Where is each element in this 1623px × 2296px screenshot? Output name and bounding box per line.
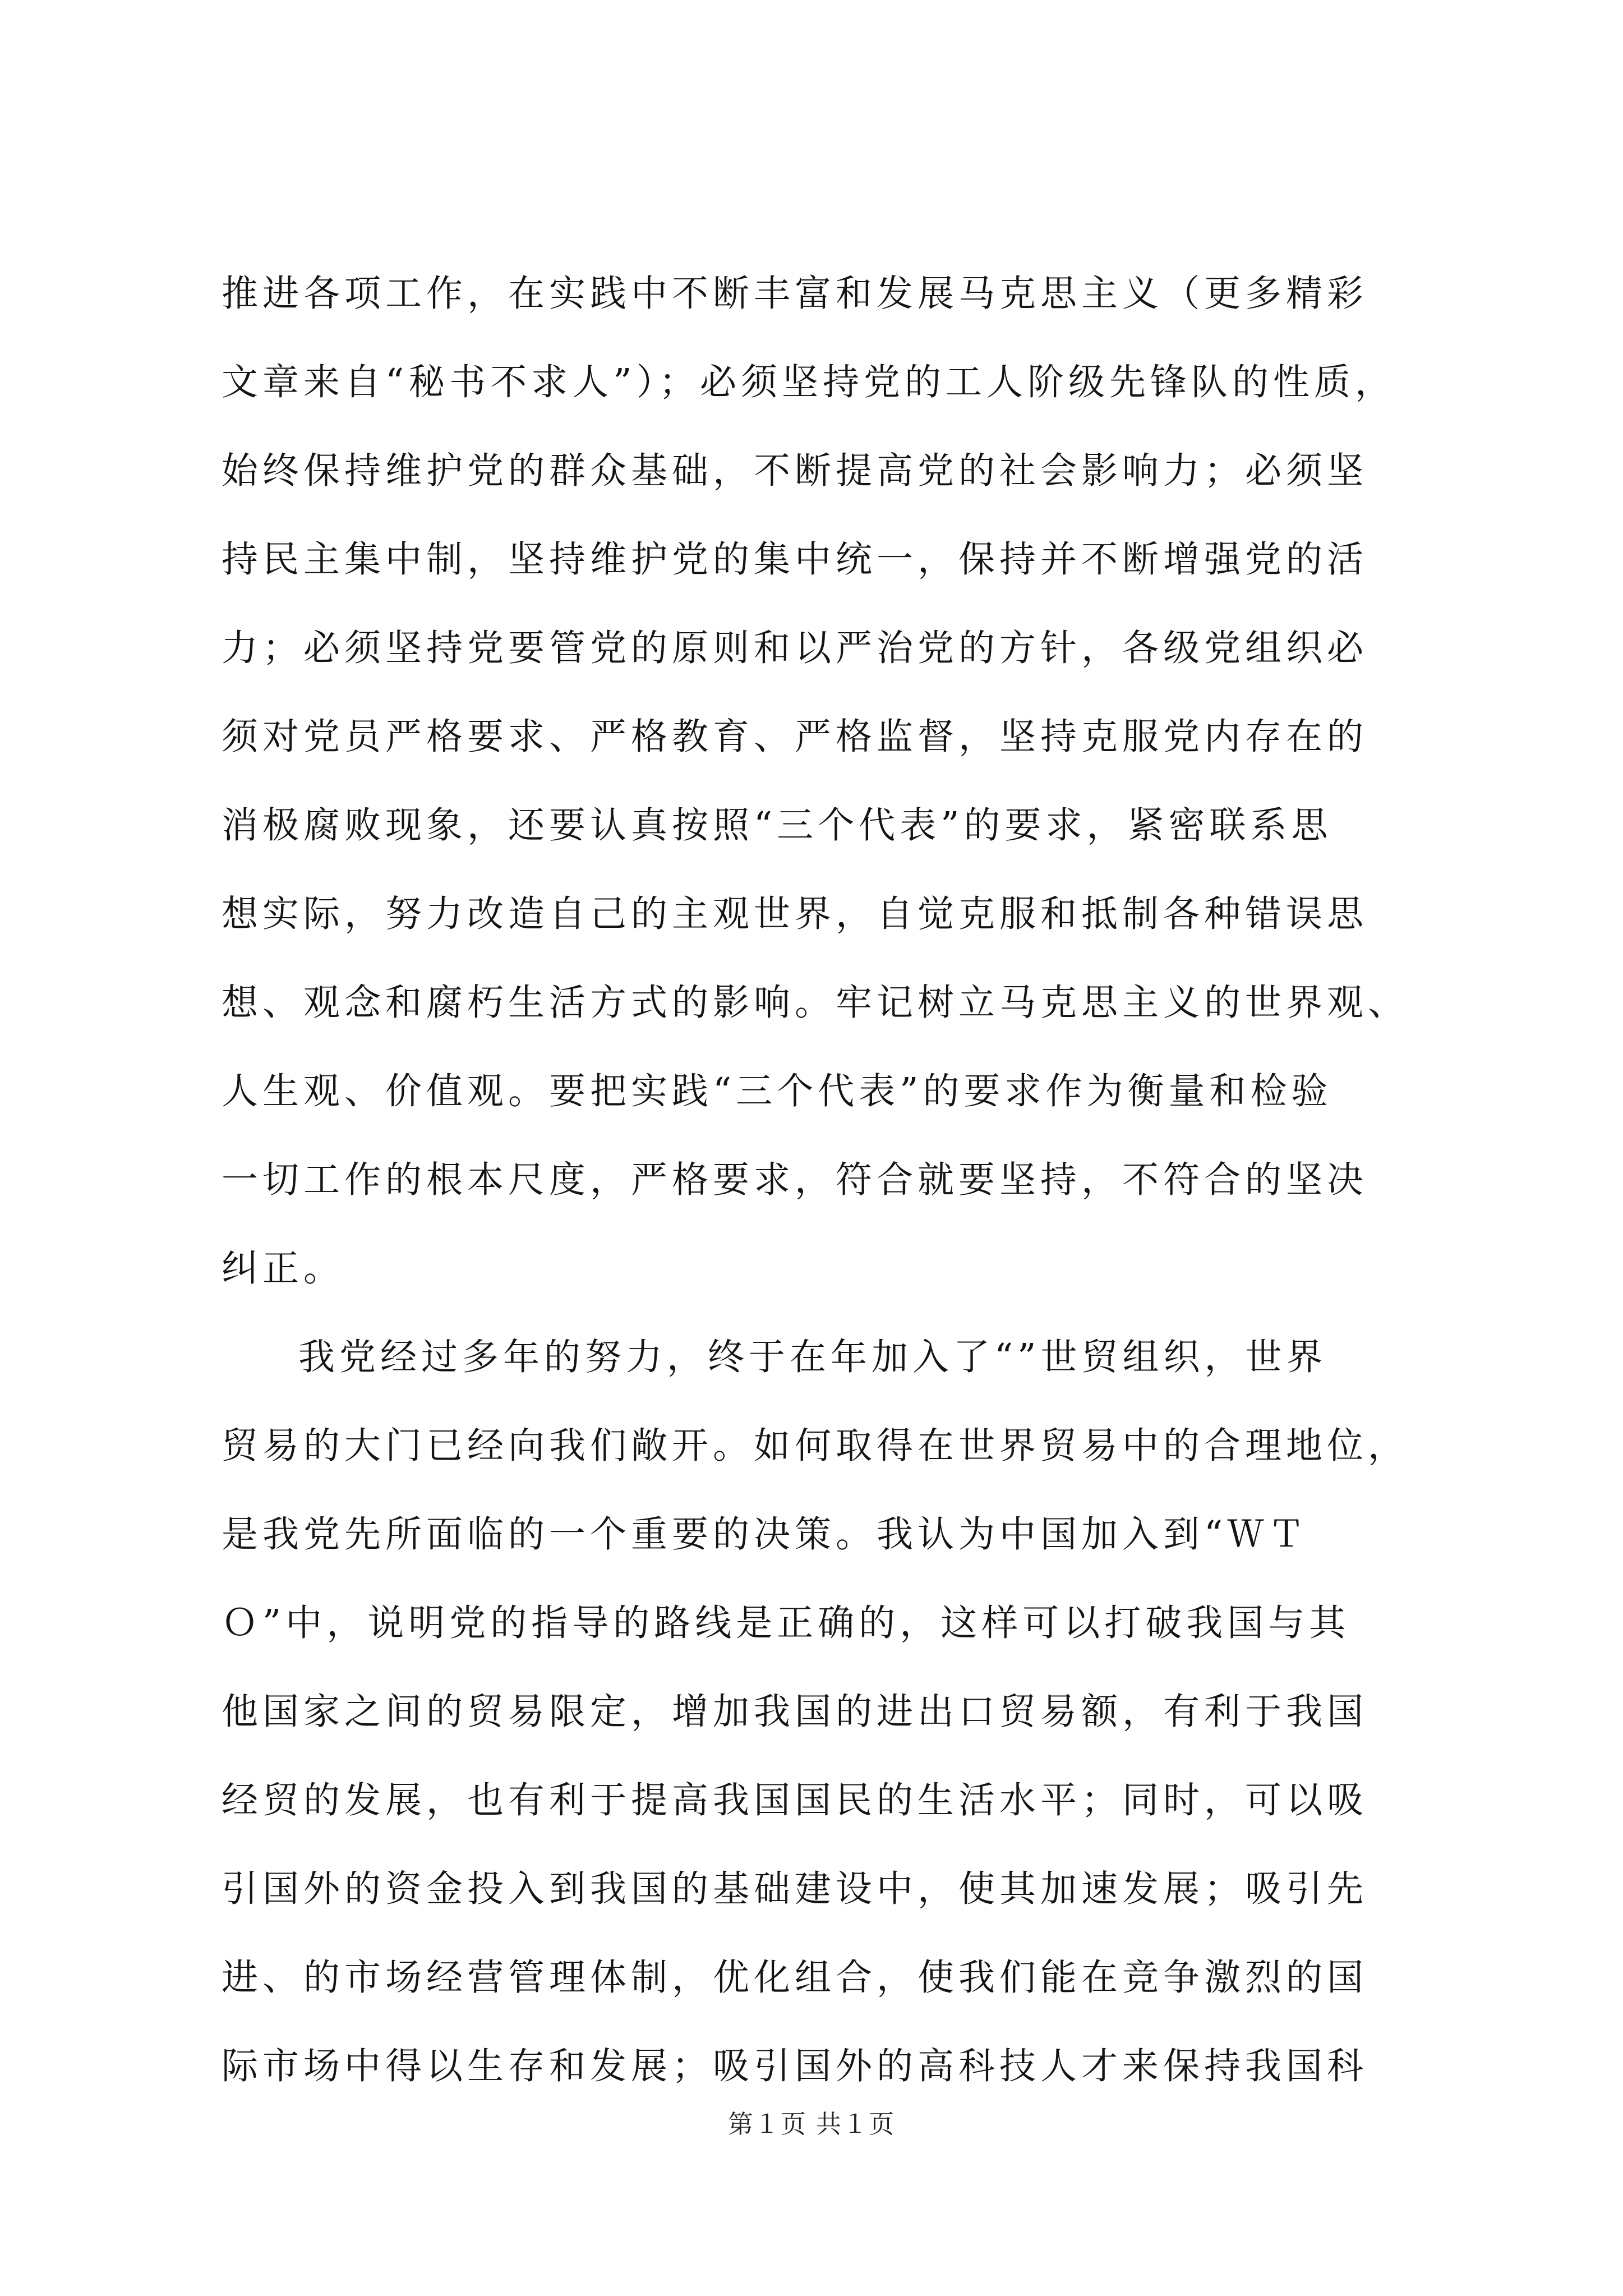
page-footer: 第１页 共１页 bbox=[727, 2109, 896, 2139]
paragraph1-line: 想实际，努力改造自己的主观世界，自觉克服和抵制各种错误思 bbox=[222, 893, 1368, 935]
paragraph1-line: 持民主集中制，坚持维护党的集中统一，保持并不断增强党的活 bbox=[222, 539, 1368, 581]
paragraph2-line: 际市场中得以生存和发展；吸引国外的高科技人才来保持我国科 bbox=[222, 2045, 1368, 2087]
paragraph1-line: 文章来自“秘书不求人”）；必须坚持党的工人阶级先锋队的性质， bbox=[222, 361, 1396, 403]
paragraph1-line: 想、观念和腐朽生活方式的影响。牢记树立马克思主义的世界观、 bbox=[222, 982, 1409, 1024]
paragraph2-line: 我党经过多年的努力，终于在年加入了“”世贸组织，世界 bbox=[298, 1336, 1327, 1378]
paragraph1-line: 力；必须坚持党要管党的原则和以严治党的方针，各级党组织必 bbox=[222, 627, 1368, 669]
paragraph1-line: 人生观、价值观。要把实践“三个代表”的要求作为衡量和检验 bbox=[222, 1070, 1332, 1112]
paragraph1-line: 始终保持维护党的群众基础，不断提高党的社会影响力；必须坚 bbox=[222, 450, 1368, 492]
paragraph1-line: 一切工作的根本尺度，严格要求，符合就要坚持，不符合的坚决 bbox=[222, 1159, 1368, 1201]
paragraph2-line: 他国家之间的贸易限定，增加我国的进出口贸易额，有利于我国 bbox=[222, 1691, 1368, 1733]
paragraph1-line: 消极腐败现象，还要认真按照“三个代表”的要求，紧密联系思 bbox=[222, 804, 1332, 846]
paragraph1-line: 须对党员严格要求、严格教育、严格监督，坚持克服党内存在的 bbox=[222, 716, 1368, 758]
paragraph2-line: 引国外的资金投入到我国的基础建设中，使其加速发展；吸引先 bbox=[222, 1868, 1368, 1910]
paragraph1-line: 纠正。 bbox=[222, 1248, 345, 1290]
paragraph1-line: 推进各项工作，在实践中不断丰富和发展马克思主义（更多精彩 bbox=[222, 273, 1368, 315]
paragraph2-line: 贸易的大门已经向我们敞开。如何取得在世界贸易中的合理地位， bbox=[222, 1425, 1409, 1467]
paragraph2-line: 经贸的发展，也有利于提高我国国民的生活水平；同时，可以吸 bbox=[222, 1779, 1368, 1821]
paragraph2-line: Ｏ”中，说明党的指导的路线是正确的，这样可以打破我国与其 bbox=[222, 1602, 1350, 1644]
paragraph2-line: 是我党先所面临的一个重要的决策。我认为中国加入到“ＷＴ bbox=[222, 1513, 1310, 1556]
paragraph2-line: 进、的市场经营管理体制，优化组合，使我们能在竞争激烈的国 bbox=[222, 1957, 1368, 1999]
